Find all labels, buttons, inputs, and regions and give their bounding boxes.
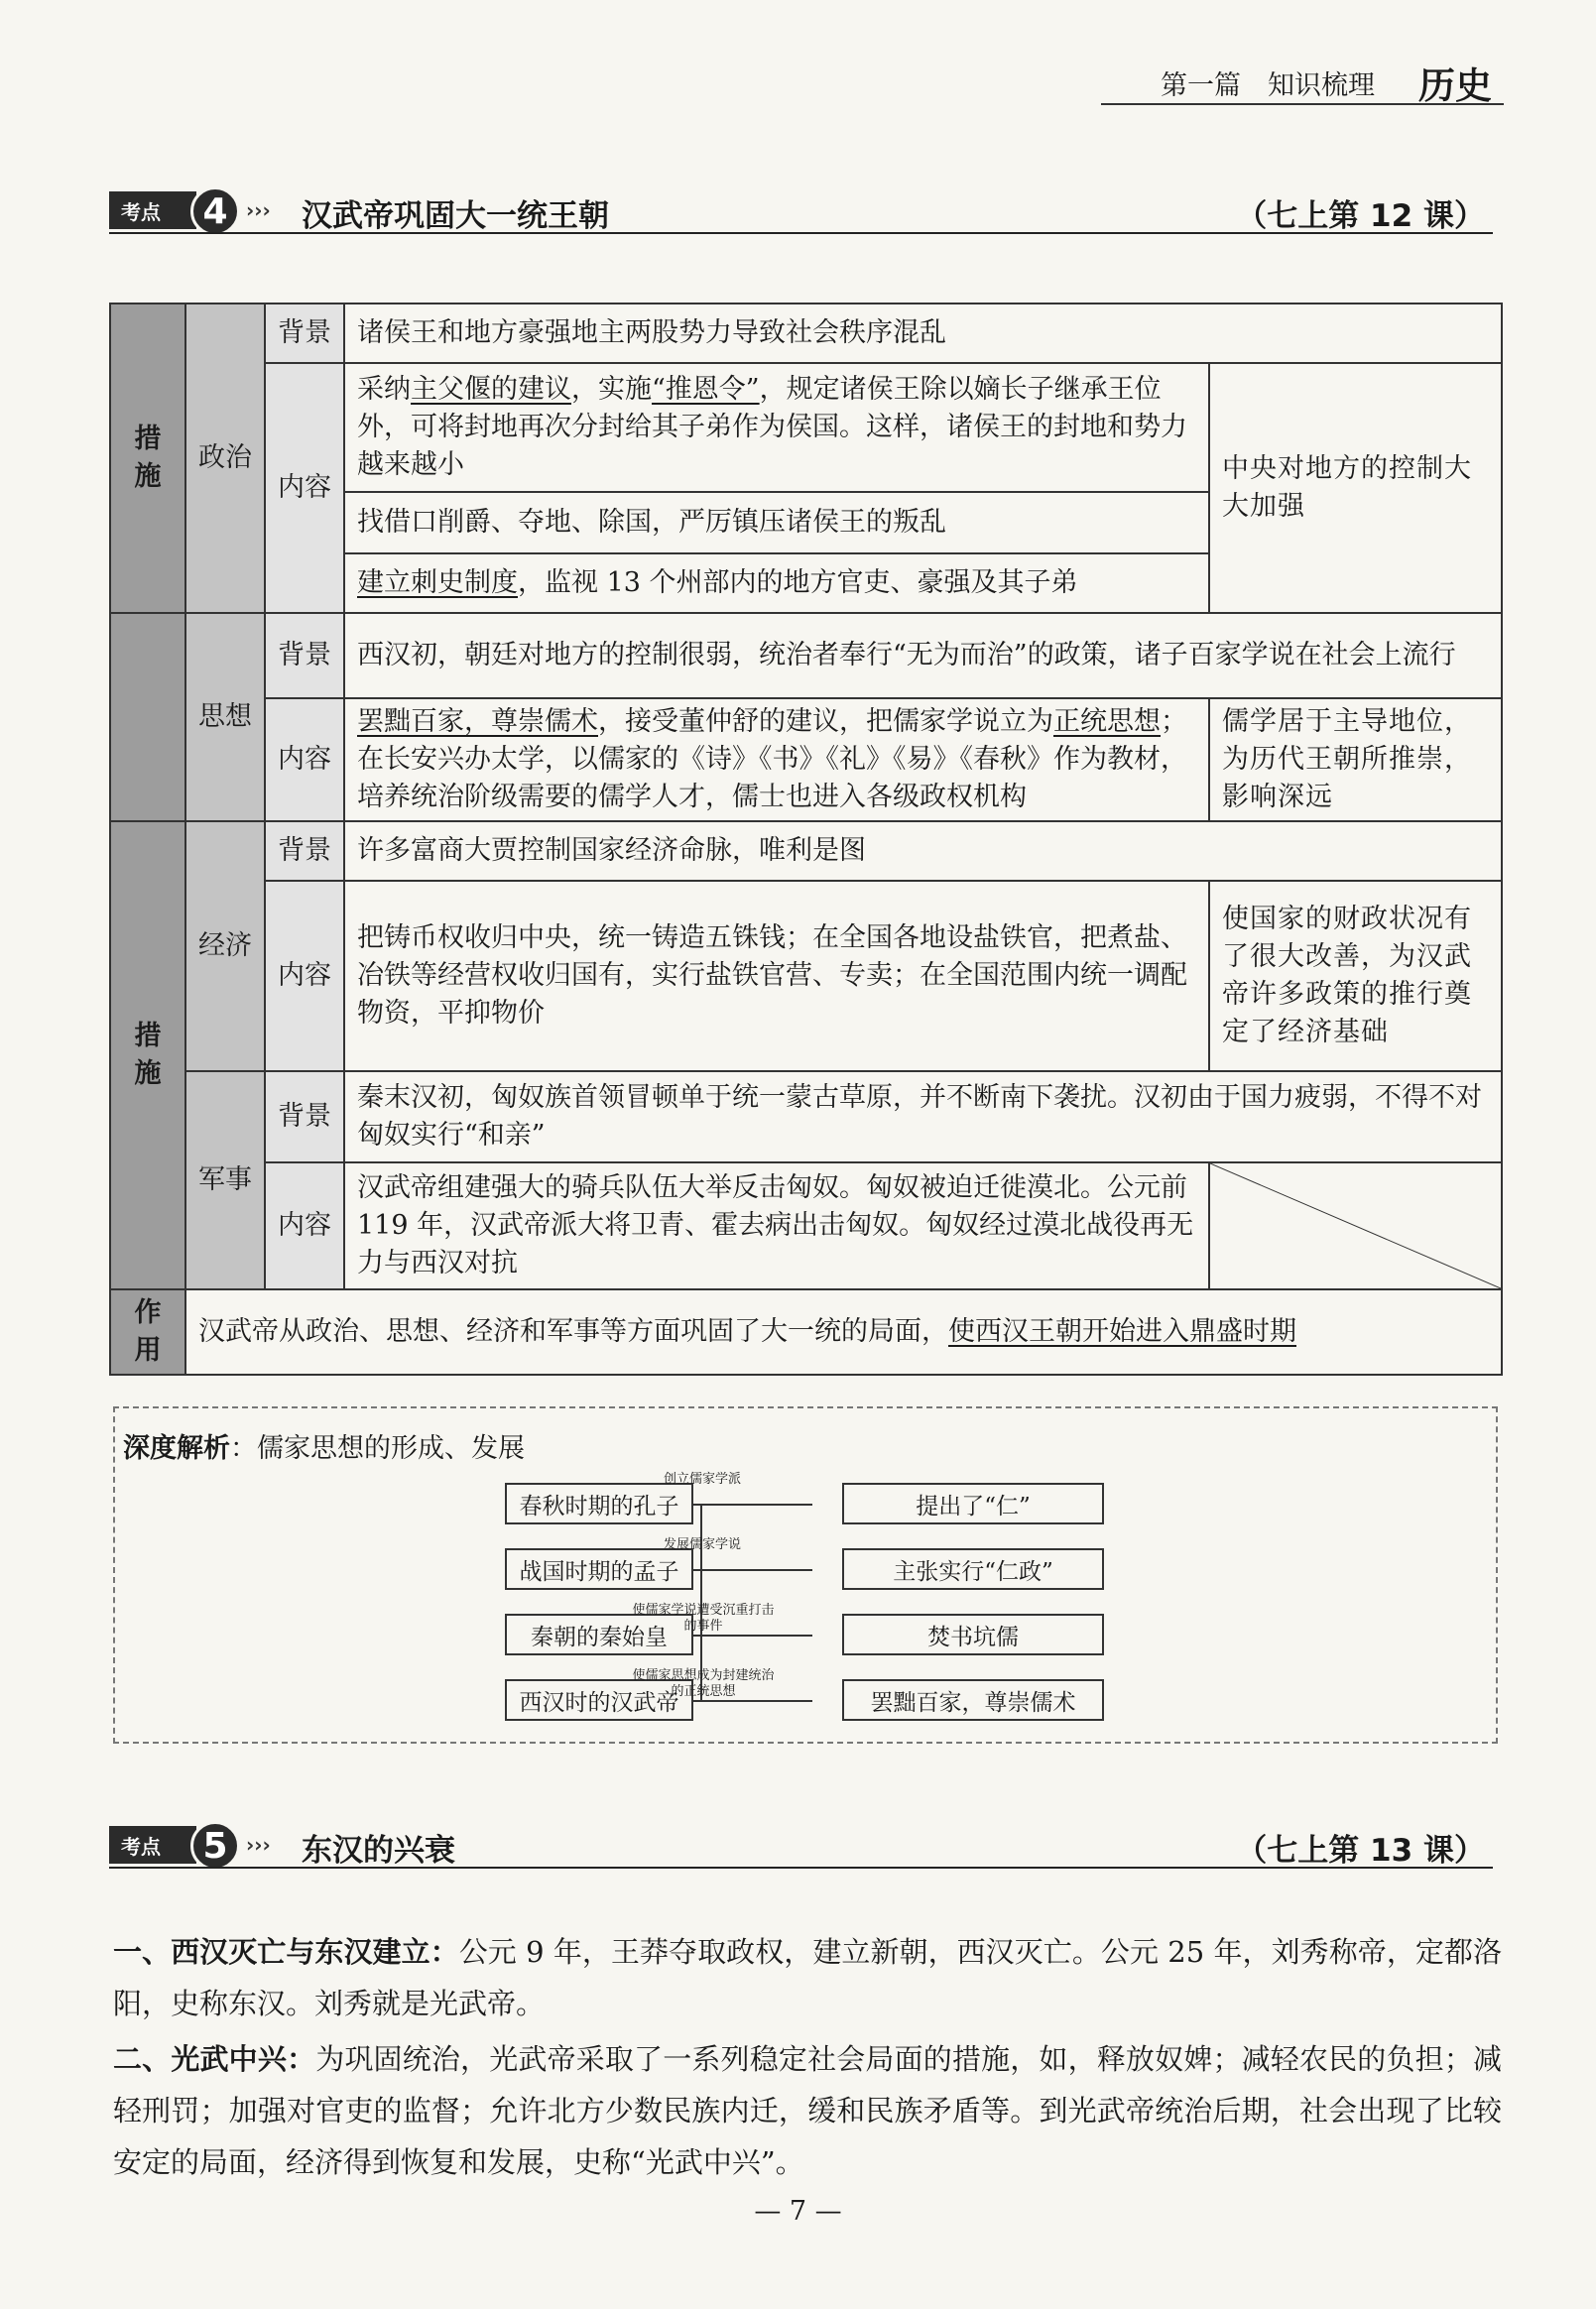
background-label: 背景	[265, 613, 344, 698]
measures-table	[109, 303, 1503, 1376]
economy-background: 许多富商大贾控制国家经济命脉，唯利是图	[344, 821, 1502, 881]
flow-left-box: 秦朝的秦始皇	[505, 1614, 693, 1655]
military-content: 汉武帝组建强大的骑兵队伍大举反击匈奴。匈奴被迫迁徙漠北。公元前 119 年，汉武帝派大将卫青、霍去病出击匈奴。匈奴经过漠北战役再无力与西汉对抗	[344, 1162, 1209, 1289]
section-title: 汉武帝巩固大一统王朝	[302, 198, 609, 234]
section-rule	[109, 232, 1493, 234]
paragraph-1: 一、西汉灭亡与东汉建立：公元 9 年，王莽夺取政权，建立新朝，西汉灭亡。公元 25 年，刘秀称帝，定都洛阳，史称东汉。刘秀就是光武帝。	[113, 1935, 1502, 2020]
flow-right-box: 提出了“仁”	[842, 1483, 1104, 1524]
politics-content-2: 找借口削爵、夺地、除国，严厉镇压诸侯王的叛乱	[344, 492, 1209, 553]
flow-left-box: 春秋时期的孔子	[505, 1483, 693, 1524]
thought-effect: 儒学居于主导地位，为历代王朝所推崇，影响深远	[1209, 698, 1502, 821]
page-header	[1101, 56, 1504, 107]
header-subject: 历史	[1418, 64, 1492, 107]
role-label: 作用	[110, 1289, 185, 1375]
table-row	[110, 304, 1502, 363]
table-row	[110, 613, 1502, 698]
politics-background: 诸侯王和地方豪强地主两股势力导致社会秩序混乱	[344, 304, 1502, 363]
flow-label: 创立儒家学派	[663, 1472, 741, 1487]
kaodian-number: 5	[190, 1821, 240, 1871]
kaodian-badge: 考点	[109, 1826, 196, 1864]
flow-right-box: 罢黜百家，尊崇儒术	[842, 1679, 1104, 1721]
flow-right-box: 焚书坑儒	[842, 1614, 1104, 1655]
analysis-title: 深度解析：儒家思想的形成、发展	[123, 1433, 525, 1464]
politics-content-3: 建立刺史制度，监视 13 个州部内的地方官吏、豪强及其子弟	[344, 553, 1209, 613]
section-lesson: （七上第 13 课）	[1236, 1833, 1485, 1869]
section-rule	[109, 1867, 1493, 1869]
economy-effect: 使国家的财政状况有了很大改善，为汉武帝许多政策的推行奠定了经济基础	[1209, 881, 1502, 1071]
header-part: 第一篇 知识梳理	[1161, 70, 1375, 101]
measures-label-2: 措施	[110, 821, 185, 1289]
politics-content-1: 采纳主父偃的建议，实施“推恩令”，规定诸侯王除以嫡长子继承王位外，可将封地再次分封给其子弟作为侯国。这样，诸侯王的封地和势力越来越小	[344, 363, 1209, 492]
politics-label: 政治	[185, 304, 265, 613]
deep-analysis-box	[113, 1406, 1498, 1744]
section-lesson: （七上第 12 课）	[1236, 198, 1485, 234]
page-number: — 7 —	[754, 2196, 842, 2227]
measures-label-blank	[110, 613, 185, 821]
background-label: 背景	[265, 304, 344, 363]
table-row	[110, 1289, 1502, 1375]
military-background: 秦末汉初，匈奴族首领冒顿单于统一蒙古草原，并不断南下袭扰。汉初由于国力疲弱，不得不对匈奴实行“和亲”	[344, 1071, 1502, 1162]
content-label: 内容	[265, 363, 344, 613]
role-text: 汉武帝从政治、思想、经济和军事等方面巩固了大一统的局面，使西汉王朝开始进入鼎盛时期	[185, 1289, 1502, 1375]
chevron-arrows-icon: ›››	[246, 1833, 271, 1857]
content-label: 内容	[265, 1162, 344, 1289]
background-label: 背景	[265, 1071, 344, 1162]
flow-right-box: 主张实行“仁政”	[842, 1548, 1104, 1590]
military-label: 军事	[185, 1071, 265, 1289]
content-label: 内容	[265, 698, 344, 821]
thought-content: 罢黜百家，尊崇儒术，接受董仲舒的建议，把儒家学说立为正统思想；在长安兴办太学，以儒家的《诗》《书》《礼》《易》《春秋》作为教材，培养统治阶级需要的儒学人才，儒士也进入各级政权机构	[344, 698, 1209, 821]
paragraph-2: 二、光武中兴：为巩固统治，光武帝采取了一系列稳定社会局面的措施，如，释放奴婢；减轻农民的负担；减轻刑罚；加强对官吏的监督；允许北方少数民族内迁，缓和民族矛盾等。到光武帝统治后期，社会出现了比较安定的局面，经济得到恢复和发展，史称“光武中兴”。	[113, 2042, 1502, 2179]
section-5-heading	[109, 1823, 1493, 1869]
flow-label: 使儒家思想成为封建统治的正统思想	[632, 1668, 775, 1699]
thought-background: 西汉初，朝廷对地方的控制很弱，统治者奉行“无为而治”的政策，诸子百家学说在社会上流行	[344, 613, 1502, 698]
economy-label: 经济	[185, 821, 265, 1071]
flow-label: 使儒家学说遭受沉重打击的事件	[632, 1603, 775, 1634]
table-row	[110, 1162, 1502, 1289]
flow-left-box: 战国时期的孟子	[505, 1548, 693, 1590]
empty-diagonal-cell	[1209, 1162, 1502, 1289]
flow-label: 发展儒家学说	[663, 1537, 741, 1552]
flow-left-box: 西汉时的汉武帝	[505, 1679, 693, 1721]
thought-label: 思想	[185, 613, 265, 821]
chevron-arrows-icon: ›››	[246, 198, 271, 222]
section-4-heading	[109, 188, 1493, 234]
table-row	[110, 881, 1502, 1071]
table-row	[110, 698, 1502, 821]
kaodian-badge: 考点	[109, 191, 196, 229]
economy-content: 把铸币权收归中央，统一铸造五铢钱；在全国各地设盐铁官，把煮盐、冶铁等经营权收归国有，实行盐铁官营、专卖；在全国范围内统一调配物资，平抑物价	[344, 881, 1209, 1071]
kaodian-number: 4	[190, 186, 240, 236]
measures-label: 措施	[110, 304, 185, 613]
table-row	[110, 1071, 1502, 1162]
table-row	[110, 363, 1502, 492]
table-row	[110, 821, 1502, 881]
content-label: 内容	[265, 881, 344, 1071]
diagonal-line	[1210, 1163, 1501, 1288]
background-label: 背景	[265, 821, 344, 881]
section-title: 东汉的兴衰	[302, 1833, 455, 1869]
header-rule	[1101, 103, 1504, 105]
politics-effect: 中央对地方的控制大大加强	[1209, 363, 1502, 613]
